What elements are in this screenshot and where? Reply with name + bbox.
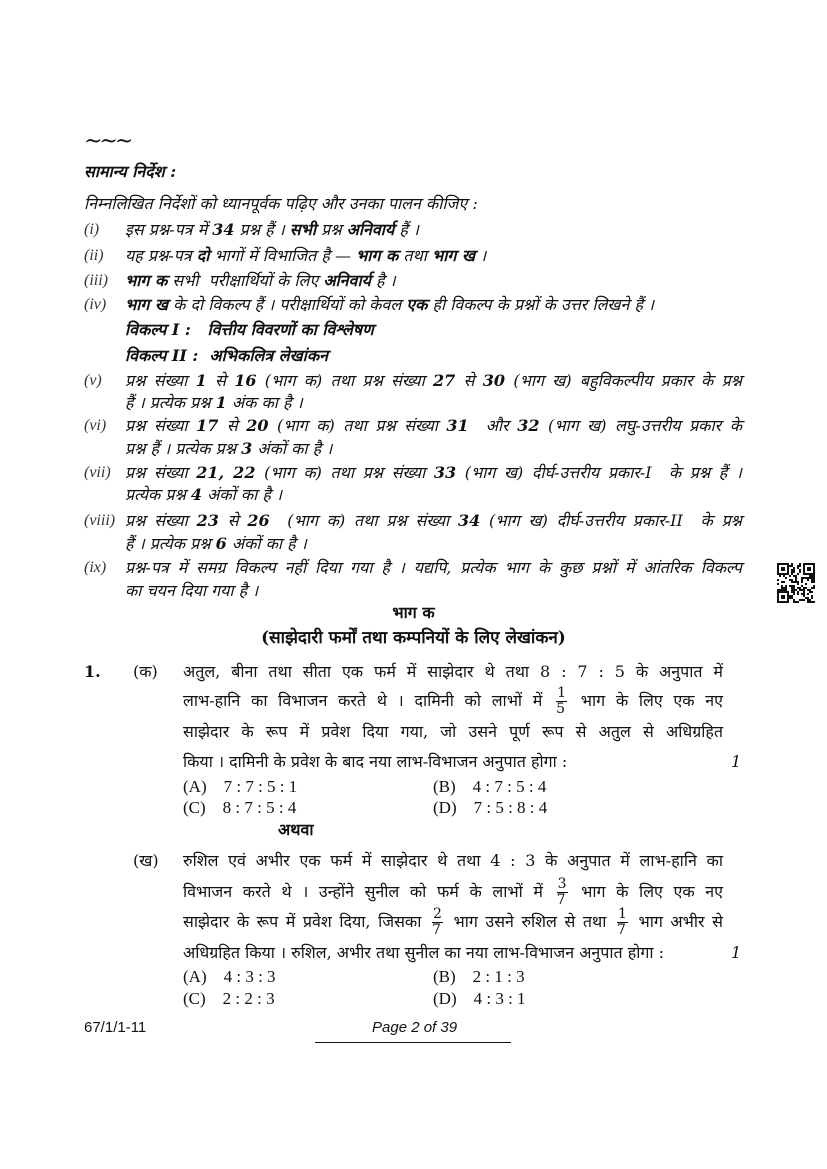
text-segment: सभी परीक्षार्थियों के लिए (167, 271, 324, 290)
numerator: 1 (557, 685, 567, 701)
text-segment: विकल्प II : अभिकलित्र लेखांकन (125, 346, 328, 365)
text-segment: से (455, 371, 483, 390)
text-segment: 33 (433, 463, 457, 482)
text-segment: अंकों का है । (226, 534, 307, 553)
text-segment: 34 (457, 511, 481, 530)
option-a (183, 777, 297, 797)
option-d (433, 989, 526, 1009)
text-segment: 31 (446, 416, 469, 435)
marks: 1 (731, 943, 742, 962)
numerator: 1 (617, 906, 627, 922)
text-segment: भागों में विभाजित है — (209, 246, 357, 265)
question-part-label: (क) (133, 662, 158, 681)
text-segment: 6 (215, 534, 227, 553)
text-segment: भाग के लिए एक नए (581, 882, 723, 901)
instruction-text (125, 416, 742, 436)
text-segment: भाग ख (125, 295, 169, 314)
instruction-label: (v) (84, 372, 102, 389)
text-segment: लाभ-हानि का विभाजन करते थे । दामिनी को लाभों में (183, 691, 543, 710)
denominator: 7 (556, 892, 566, 908)
option-value: 2 : 2 : 3 (222, 989, 275, 1008)
text-segment: (भाग ख) दीर्घ-उत्तरीय प्रकार-I के प्रश्न हैं । (456, 463, 742, 482)
text-segment: तथा (398, 246, 432, 265)
instruction-text (125, 511, 742, 531)
decorative-tilde: ~~~ (84, 129, 131, 154)
text-segment: अंकों का है । (252, 439, 333, 458)
text-segment: प्रश्न (316, 220, 347, 239)
text-segment: हैं । (394, 220, 419, 239)
text-segment: से (206, 371, 235, 390)
text-segment: अनिवार्य (323, 271, 371, 290)
text-segment: प्रश्न हैं । (234, 220, 290, 239)
instructions-intro: निम्नलिखित निर्देशों को ध्यानपूर्वक पढ़िए और उनका पालन कीजिए : (84, 194, 478, 213)
instruction-text (125, 246, 742, 266)
option-label: (B) (433, 777, 456, 796)
text-segment: भाग के लिए एक नए (580, 691, 723, 710)
text-segment: ही विकल्प के प्रश्नों के उत्तर लिखने हैं । (427, 295, 655, 314)
instruction-label: (iv) (84, 296, 107, 313)
option-label: (A) (183, 967, 207, 986)
text-segment: 27 (433, 371, 456, 390)
instruction-text (125, 463, 742, 483)
text-segment: और (468, 416, 518, 435)
text-segment: (भाग ख) लघु-उत्तरीय प्रकार के (539, 416, 742, 435)
text-segment: 1 (195, 371, 207, 390)
option-label: (C) (183, 989, 206, 1008)
question-text: किया । दामिनी के प्रवेश के बाद नया लाभ-विभाजन अनुपात होगा : (183, 752, 568, 771)
option-label: (D) (433, 989, 457, 1008)
text-segment: (भाग ख) दीर्घ-उत्तरीय प्रकार-II के प्रश्न (480, 511, 742, 530)
instruction-text (125, 581, 742, 601)
instruction-label: (ii) (84, 247, 104, 264)
text-segment: है । (370, 271, 396, 290)
text-segment: के दो विकल्प हैं । परीक्षार्थियों को केवल (168, 295, 407, 314)
instruction-text (125, 271, 742, 291)
text-segment: 3 (241, 439, 253, 458)
option-value: 7 : 7 : 5 : 1 (223, 777, 298, 796)
fraction (432, 907, 443, 938)
instructions-heading: सामान्य निर्देश : (84, 162, 177, 181)
text-segment: भाग क (125, 271, 168, 290)
text-segment: हैं । प्रत्येक प्रश्न (125, 393, 216, 412)
denominator: 5 (556, 701, 566, 717)
denominator: 7 (431, 922, 441, 938)
option-label: (A) (183, 777, 207, 796)
numerator: 2 (432, 906, 442, 922)
text-segment: प्रश्न संख्या (125, 416, 197, 435)
text-segment: प्रश्न संख्या (125, 371, 196, 390)
instruction-text (125, 393, 742, 413)
text-segment: 34 (212, 220, 235, 239)
text-segment: । (475, 246, 487, 265)
question-part-label: (ख) (133, 851, 159, 870)
text-segment: प्रत्येक प्रश्न (125, 485, 191, 504)
instruction-text (125, 558, 742, 578)
option-value: 4 : 3 : 3 (223, 967, 276, 986)
fraction (556, 686, 567, 717)
instruction-text (125, 534, 742, 554)
text-segment: प्रश्न संख्या (125, 511, 197, 530)
text-segment: 26 (247, 511, 270, 530)
numerator: 3 (557, 876, 567, 892)
instruction-text (125, 295, 742, 315)
text-segment: सभी (289, 220, 317, 239)
question-text: अतुल, बीना तथा सीता एक फर्म में साझेदार थे तथा 8 : 7 : 5 के अनुपात में (183, 662, 723, 681)
question-text (183, 905, 723, 939)
text-segment: दो (196, 246, 210, 265)
option-value: 4 : 7 : 5 : 4 (472, 777, 547, 796)
fraction (557, 877, 568, 908)
text-segment: प्रश्न संख्या (125, 463, 197, 482)
text-segment: (भाग क) तथा प्रश्न संख्या (269, 511, 458, 530)
question-text (183, 684, 723, 718)
option-value: 8 : 7 : 5 : 4 (222, 798, 297, 817)
text-segment: से (218, 416, 247, 435)
option-b (433, 967, 525, 987)
text-segment: 17 (196, 416, 219, 435)
instruction-label: (viii) (84, 512, 116, 529)
text-segment: (भाग ख) बहुविकल्पीय प्रकार के प्रश्न (505, 371, 742, 390)
instruction-label: (vii) (84, 464, 111, 481)
text-segment: अंक का है । (226, 393, 303, 412)
footer-rule (315, 1042, 511, 1043)
instruction-label: (iii) (84, 272, 108, 289)
option-c (183, 798, 296, 818)
instruction-text (125, 346, 742, 366)
text-segment: से (218, 511, 248, 530)
text-segment: भाग अभीर से (638, 912, 723, 931)
section-title: भाग क (392, 603, 435, 622)
page-number: Page 2 of 39 (372, 1019, 458, 1036)
text-segment: प्रश्न हैं । प्रत्येक प्रश्न (125, 439, 242, 458)
option-value: 2 : 1 : 3 (472, 967, 525, 986)
text-segment: साझेदार के रूप में प्रवेश दिया, जिसका (183, 912, 422, 931)
section-subtitle: (साझेदारी फर्मों तथा कम्पनियों के लिए लेखांकन) (261, 628, 566, 648)
text-segment: 23 (196, 511, 219, 530)
paper-code: 67/1/1-11 (84, 1019, 147, 1036)
text-segment: हैं । प्रत्येक प्रश्न (125, 534, 216, 553)
option-value: 7 : 5 : 8 : 4 (473, 798, 548, 817)
marks: 1 (731, 752, 742, 771)
question-number: 1. (84, 662, 101, 681)
text-segment: भाग उसने रुशिल से तथा (453, 912, 607, 931)
fraction (617, 907, 628, 938)
text-segment: अंकों का है । (202, 485, 283, 504)
qr-code-icon (777, 563, 815, 603)
text-segment: 4 (190, 485, 203, 504)
instruction-label: (i) (84, 221, 100, 238)
question-text: साझेदार के रूप में प्रवेश दिया गया, जो उसने पूर्ण रूप से अतुल से अधिग्रहित (183, 722, 723, 741)
instruction-label: (vi) (84, 417, 107, 434)
text-segment: भाग क (356, 246, 399, 265)
instruction-text (125, 220, 742, 240)
instruction-text (125, 320, 742, 340)
instruction-text (125, 439, 742, 459)
text-segment: विभाजन करते थे । उन्होंने सुनील को फर्म के लाभों में (183, 882, 543, 901)
instruction-label: (ix) (84, 559, 107, 576)
text-segment: यह प्रश्न-पत्र (125, 246, 197, 265)
text-segment: 30 (482, 371, 506, 390)
option-d (433, 798, 547, 818)
text-segment: भाग ख (431, 246, 476, 265)
text-segment: एक (406, 295, 428, 314)
text-segment: 20 (246, 416, 269, 435)
text-segment: इस प्रश्न-पत्र में (125, 220, 213, 239)
text-segment: का चयन दिया गया है । (125, 581, 259, 600)
text-segment: (भाग क) तथा प्रश्न संख्या (268, 416, 447, 435)
text-segment: प्रश्न-पत्र में समग्र विकल्प नहीं दिया गया है । यद्यपि, प्रत्येक भाग के कुछ प्रश्नों में आंतरिक विकल्प (125, 558, 742, 577)
option-label: (D) (433, 798, 457, 817)
text-segment: अनिवार्य (346, 220, 395, 239)
option-b (433, 777, 546, 797)
text-segment: (भाग क) तथा प्रश्न संख्या (255, 463, 434, 482)
denominator: 7 (616, 922, 626, 938)
option-a (183, 967, 276, 987)
option-c (183, 989, 275, 1009)
or-separator: अथवा (278, 820, 314, 839)
text-segment: विकल्प I : वित्तीय विवरणों का विश्लेषण (125, 320, 374, 339)
text-segment: 1 (215, 393, 227, 412)
instruction-text (125, 371, 742, 391)
option-label: (B) (433, 967, 456, 986)
text-segment: 32 (517, 416, 540, 435)
instruction-text (125, 485, 742, 505)
option-label: (C) (183, 798, 206, 817)
question-text: अधिग्रहित किया । रुशिल, अभीर तथा सुनील का नया लाभ-विभाजन अनुपात होगा : (183, 943, 665, 962)
option-value: 4 : 3 : 1 (473, 989, 526, 1008)
question-text (183, 875, 723, 909)
text-segment: 16 (234, 371, 257, 390)
text-segment: 21, 22 (196, 463, 256, 482)
text-segment: (भाग क) तथा प्रश्न संख्या (256, 371, 434, 390)
question-text: रुशिल एवं अभीर एक फर्म में साझेदार थे तथा 4 : 3 के अनुपात में लाभ-हानि का (183, 851, 723, 870)
